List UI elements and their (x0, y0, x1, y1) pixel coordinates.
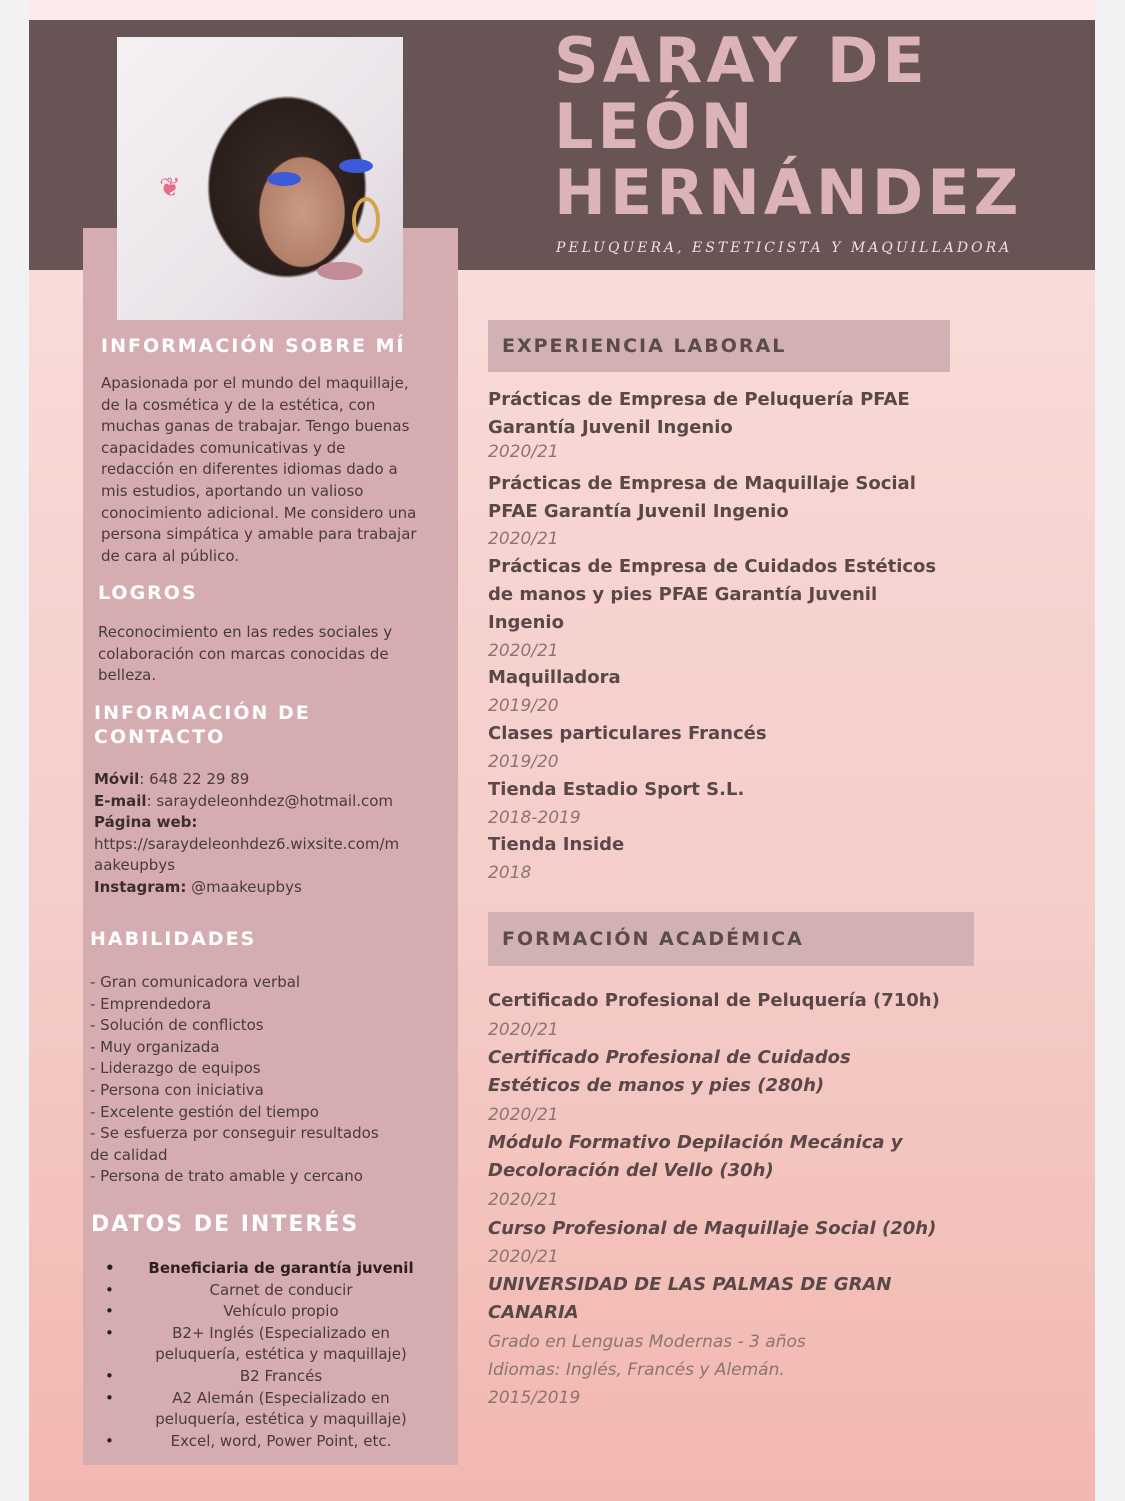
interest-item: • A2 Alemán (Especializado en peluquería, estética y maquillaje) (91, 1388, 431, 1431)
web-url-line-2[interactable]: aakeupbys (94, 856, 176, 875)
interest-list (91, 1258, 431, 1452)
contact-heading-line-1: INFORMACIÓN DE (94, 702, 311, 724)
edu-title-line: Estéticos de manos y pies (280h) (488, 1075, 825, 1096)
edu-title-line: CANARIA (488, 1302, 579, 1323)
edu-title (488, 1129, 968, 1185)
edu-date: 2020/21 (488, 1190, 559, 1210)
butterfly-icon: ❦ (159, 173, 181, 203)
achievement-line: belleza. (98, 666, 157, 685)
experience-heading: EXPERIENCIA LABORAL (488, 320, 950, 372)
contact-heading-line-2: CONTACTO (94, 726, 226, 748)
about-line: conocimiento adicional. Me considero una (101, 503, 417, 522)
name-line-2: LEÓN (554, 90, 757, 163)
job-title: Tienda Estadio Sport S.L. (488, 779, 745, 800)
job-title-line: Prácticas de Empresa de Maquillaje Social (488, 473, 916, 494)
skills-heading: HABILIDADES (90, 928, 257, 950)
degree-line: Grado en Lenguas Modernas - 3 años (488, 1332, 806, 1352)
contact-instagram (94, 877, 399, 899)
skill-item: - Se esfuerza por conseguir resultados (90, 1124, 379, 1143)
interest-item: • Beneficiaria de garantía juvenil (91, 1258, 431, 1280)
about-line: de la cosmética y de la estética, con (101, 395, 376, 414)
job-title: Clases particulares Francés (488, 723, 767, 744)
name-line-1: SARAY DE (554, 24, 929, 97)
profile-photo (117, 37, 403, 320)
job-title-line: Ingenio (488, 612, 564, 633)
skill-item: - Emprendedora (90, 994, 212, 1013)
interest-heading: DATOS DE INTERÉS (91, 1212, 360, 1237)
edu-date: 2020/21 (488, 1020, 559, 1040)
job-title: Maquilladora (488, 667, 621, 688)
edu-title: Certificado Profesional de Peluquería (710h) (488, 990, 940, 1011)
profession-subtitle: PELUQUERA, ESTETICISTA Y MAQUILLADORA (556, 240, 1013, 256)
lips (317, 262, 363, 280)
interest-item: • B2+ Inglés (Especializado en peluquería, estética y maquillaje) (91, 1323, 431, 1366)
skill-item: - Persona con iniciativa (90, 1080, 264, 1099)
job-date: 2019/20 (488, 752, 559, 772)
job-title-line: PFAE Garantía Juvenil Ingenio (488, 501, 789, 522)
job-date: 2018 (488, 863, 532, 883)
job-date: 2019/20 (488, 696, 559, 716)
job-title-line: Prácticas de Empresa de Cuidados Estéticos (488, 556, 937, 577)
edu-date: 2020/21 (488, 1247, 559, 1267)
job-title (488, 470, 968, 526)
edu-title (488, 1271, 968, 1327)
eye-makeup-left (267, 172, 301, 186)
web-url-line-1[interactable]: https://saraydeleonhdez6.wixsite.com/m (94, 834, 400, 853)
achievement-line: Reconocimiento en las redes sociales y (98, 623, 393, 641)
edu-title: Curso Profesional de Maquillaje Social (20h) (488, 1218, 937, 1239)
about-line: de cara al público. (101, 546, 240, 565)
instagram-label: Instagram: (94, 877, 187, 896)
degree-description (488, 1328, 806, 1412)
contact-email (94, 791, 399, 813)
web-label: Página web: (94, 813, 198, 832)
about-line: capacidades comunicativas y de (101, 438, 346, 457)
mobile-label: Móvil (94, 770, 140, 788)
edu-title-line: Decoloración del Vello (30h) (488, 1160, 774, 1181)
edu-title-line: Certificado Profesional de Cuidados (488, 1047, 851, 1068)
candidate-name (554, 24, 1074, 229)
about-heading: INFORMACIÓN SOBRE MÍ (101, 335, 406, 357)
about-line: redacción en diferentes idiomas dado a (101, 460, 398, 479)
contact-details (94, 769, 399, 899)
name-line-3: HERNÁNDEZ (554, 156, 1023, 229)
earring (352, 197, 380, 243)
instagram-value[interactable]: @maakeupbys (186, 877, 302, 896)
achievement-line: colaboración con marcas conocidas de (98, 644, 389, 663)
interest-item: • B2 Francés (91, 1366, 431, 1388)
skill-item: - Gran comunicadora verbal (90, 973, 301, 991)
resume-page (29, 0, 1095, 1501)
about-text (101, 373, 417, 567)
job-title-line: Prácticas de Empresa de Peluquería PFAE (488, 389, 910, 410)
skill-item: - Excelente gestión del tiempo (90, 1102, 319, 1121)
achievements-heading: LOGROS (98, 582, 198, 604)
job-date: 2020/21 (488, 442, 559, 462)
interest-item: • Vehículo propio (91, 1301, 431, 1323)
contact-heading (94, 701, 311, 749)
job-date: 2020/21 (488, 641, 559, 661)
job-title-line: Garantía Juvenil Ingenio (488, 417, 733, 438)
interest-item: • Excel, word, Power Point, etc. (91, 1431, 431, 1453)
job-date: 2018-2019 (488, 808, 581, 828)
job-title (488, 386, 968, 442)
achievements-text (98, 622, 392, 687)
edu-title-line: Módulo Formativo Depilación Mecánica y (488, 1132, 903, 1153)
education-heading: FORMACIÓN ACADÉMICA (488, 912, 974, 966)
email-label: E-mail (94, 791, 147, 810)
top-strip (29, 0, 1095, 20)
about-line: persona simpática y amable para trabajar (101, 525, 417, 544)
job-title-line: de manos y pies PFAE Garantía Juvenil (488, 584, 878, 605)
skill-item: de calidad (90, 1145, 168, 1164)
job-date: 2020/21 (488, 529, 559, 549)
mobile-value: : 648 22 29 89 (139, 770, 250, 788)
contact-mobile (94, 769, 399, 791)
degree-line: Idiomas: Inglés, Francés y Alemán. (488, 1360, 785, 1380)
skill-item: - Persona de trato amable y cercano (90, 1167, 363, 1186)
interest-item: • Carnet de conducir (91, 1280, 431, 1302)
job-title (488, 553, 968, 637)
degree-date: 2015/2019 (488, 1388, 581, 1408)
skill-item: - Liderazgo de equipos (90, 1059, 261, 1078)
job-title: Tienda Inside (488, 834, 625, 855)
about-line: Apasionada por el mundo del maquillaje, (101, 374, 409, 392)
edu-title (488, 1044, 968, 1100)
about-line: muchas ganas de trabajar. Tengo buenas (101, 417, 410, 436)
email-value[interactable]: : saraydeleonhdez@hotmail.com (146, 791, 394, 810)
eye-makeup-right (339, 159, 373, 173)
skills-list (90, 972, 379, 1188)
about-line: mis estudios, aportando un valioso (101, 481, 364, 500)
skill-item: - Solución de conflictos (90, 1016, 264, 1035)
edu-title-line: UNIVERSIDAD DE LAS PALMAS DE GRAN (488, 1274, 892, 1295)
contact-web-label (94, 812, 399, 834)
skill-item: - Muy organizada (90, 1037, 220, 1056)
edu-date: 2020/21 (488, 1105, 559, 1125)
